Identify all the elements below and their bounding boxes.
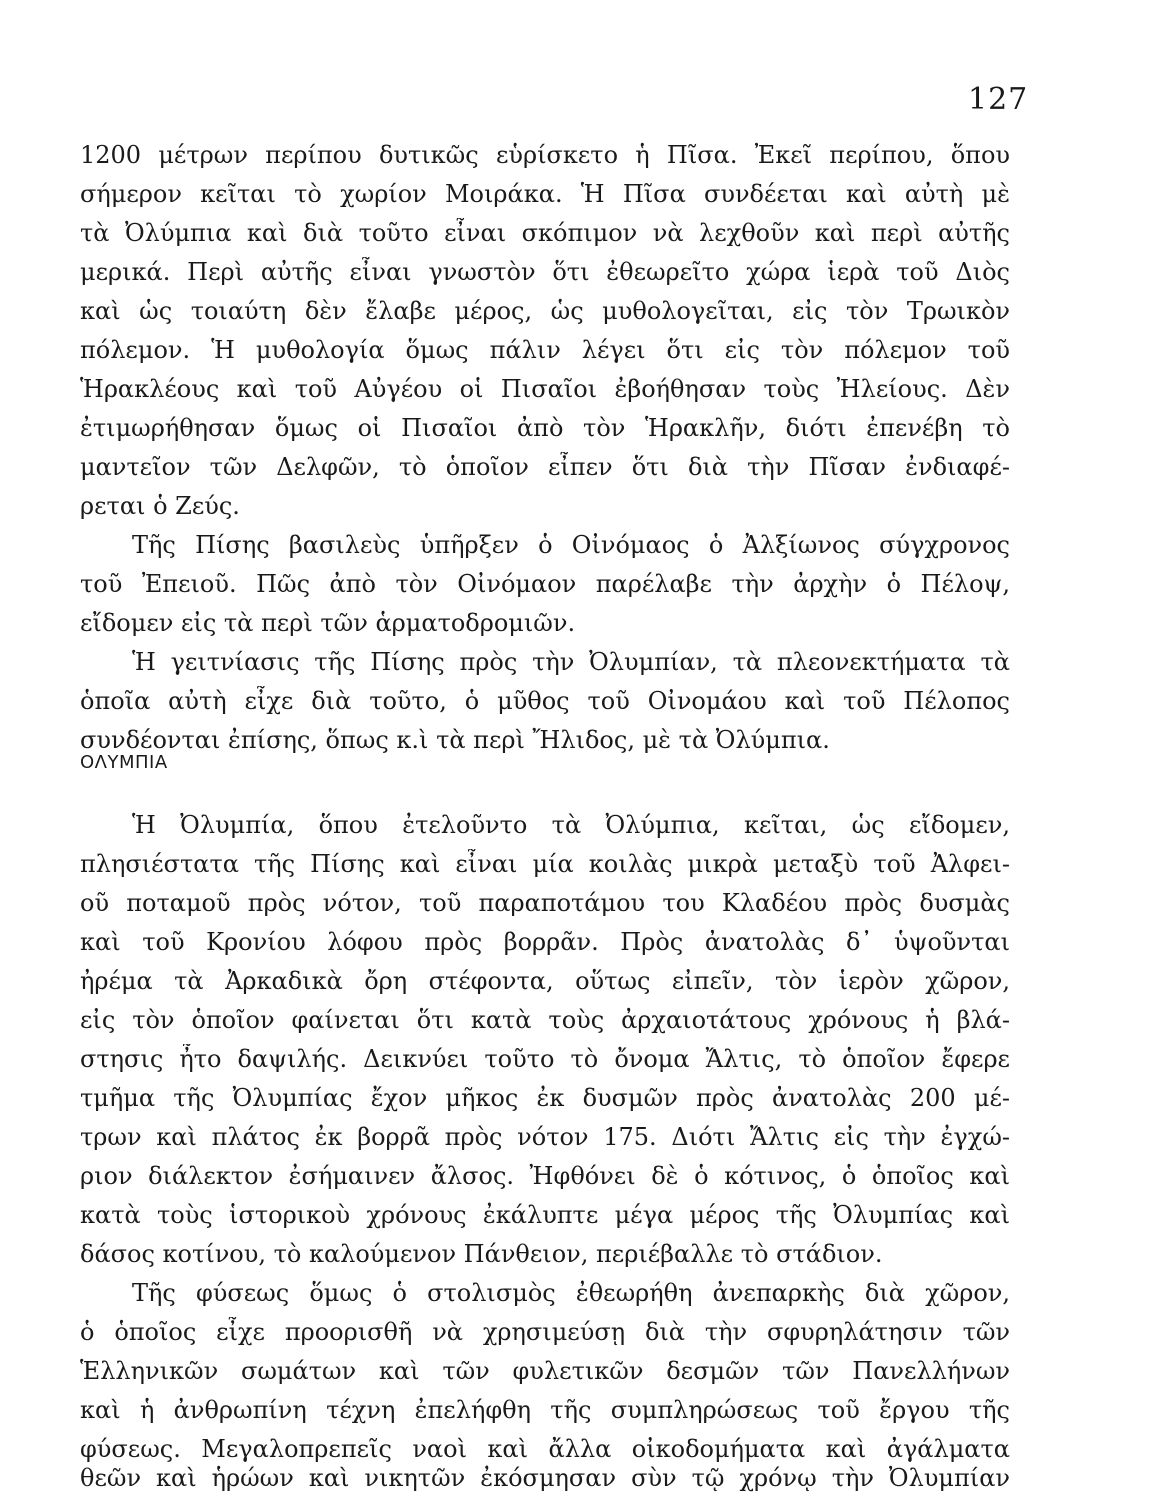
text-line: στησις ἦτο δαψιλής. Δεικνύει τοῦτο τὸ ὄνομα Ἄλτις, τὸ ὁποῖον ἔφερε xyxy=(80,1045,1010,1073)
text-line: ἐτιμωρήθησαν ὅμως οἱ Πισαῖοι ἀπὸ τὸν Ἡρακλῆν, διότι ἐπενέβη τὸ xyxy=(80,414,1010,442)
text-line: καὶ ἡ ἀνθρωπίνη τέχνη ἐπελήφθη τῆς συμπληρώσεως τοῦ ἔργου τῆς xyxy=(80,1396,1010,1424)
text-line: ἠρέμα τὰ Ἀρκαδικὰ ὄρη στέφοντα, οὕτως εἰπεῖν, τὸν ἱερὸν χῶρον, xyxy=(80,967,1010,995)
text-line: πόλεμον. Ἡ μυθολογία ὅμως πάλιν λέγει ὅτι εἰς τὸν πόλεμον τοῦ xyxy=(80,336,1010,364)
text-line: Ἑλληνικῶν σωμάτων καὶ τῶν φυλετικῶν δεσμῶν τῶν Πανελλήνων xyxy=(80,1357,1010,1385)
text-line: τοῦ Ἐπειοῦ. Πῶς ἀπὸ τὸν Οἰνόμαον παρέλαβε τὴν ἀρχὴν ὁ Πέλοψ, xyxy=(80,570,1010,598)
text-line: Ἡ Ὀλυμπία, ὅπου ἐτελοῦντο τὰ Ὀλύμπια, κεῖται, ὡς εἴδομεν, xyxy=(132,811,1010,839)
text-line: Ἡρακλέους καὶ τοῦ Αὐγέου οἱ Πισαῖοι ἐβοήθησαν τοὺς Ἠλείους. Δὲν xyxy=(80,375,1010,403)
text-line: σήμερον κεῖται τὸ χωρίον Μοιράκα. Ἡ Πῖσα συνδέεται καὶ αὐτὴ μὲ xyxy=(80,180,1010,208)
text-line: ρεται ὁ Ζεύς. xyxy=(80,492,240,520)
text-line: ριον διάλεκτον ἐσήμαινεν ἄλσος. Ἠφθόνει δὲ ὁ κότινος, ὁ ὁποῖος καὶ xyxy=(80,1162,1010,1190)
text-line: τμῆμα τῆς Ὀλυμπίας ἔχον μῆκος ἐκ δυσμῶν πρὸς ἀνατολὰς 200 μέ- xyxy=(80,1084,1010,1112)
page-number: 127 xyxy=(968,82,1029,117)
text-line: Ἡ γειτνίασις τῆς Πίσης πρὸς τὴν Ὀλυμπίαν, τὰ πλεονεκτήματα τὰ xyxy=(132,648,1010,676)
text-line: ὁ ὁποῖος εἶχε προορισθῆ νὰ χρησιμεύσῃ διὰ τὴν σφυρηλάτησιν τῶν xyxy=(80,1318,1010,1346)
text-line: συνδέονται ἐπίσης, ὅπως κ.ὶ τὰ περὶ Ἤλιδος, μὲ τὰ Ὀλύμπια. xyxy=(80,726,830,754)
text-line: θεῶν καὶ ἡρώων καὶ νικητῶν ἐκόσμησαν σὺν τῷ χρόνῳ τὴν Ὀλυμπίαν xyxy=(80,1464,1010,1492)
text-line: καὶ τοῦ Κρονίου λόφου πρὸς βορρᾶν. Πρὸς ἀνατολὰς δ᾽ ὑψοῦνται xyxy=(80,928,1010,956)
text-line: Τῆς Πίσης βασιλεὺς ὑπῆρξεν ὁ Οἰνόμαος ὁ Ἀλξίωνος σύγχρονος xyxy=(132,531,1010,559)
text-line: εἰς τὸν ὁποῖον φαίνεται ὅτι κατὰ τοὺς ἀρχαιοτάτους χρόνους ἡ βλά- xyxy=(80,1006,1010,1034)
text-line: 1200 μέτρων περίπου δυτικῶς εὑρίσκετο ἡ Πῖσα. Ἐκεῖ περίπου, ὅπου xyxy=(80,141,1010,169)
text-line: τρων καὶ πλάτος ἐκ βορρᾶ πρὸς νότον 175. Διότι Ἄλτις εἰς τὴν ἐγχώ- xyxy=(80,1123,1010,1151)
text-line: φύσεως. Μεγαλοπρεπεῖς ναοὶ καὶ ἄλλα οἰκοδομήματα καὶ ἀγάλματα xyxy=(80,1435,1010,1463)
text-line: δάσος κοτίνου, τὸ καλούμενον Πάνθειον, περιέβαλλε τὸ στάδιον. xyxy=(80,1240,883,1268)
text-line: μερικά. Περὶ αὐτῆς εἶναι γνωστὸν ὅτι ἐθεωρεῖτο χώρα ἱερὰ τοῦ Διὸς xyxy=(80,258,1010,286)
text-line: εἴδομεν εἰς τὰ περὶ τῶν ἁρματοδρομιῶν. xyxy=(80,609,576,637)
text-line: κατὰ τοὺς ἱστορικοὺ χρόνους ἐκάλυπτε μέγα μέρος τῆς Ὀλυμπίας καὶ xyxy=(80,1201,1010,1229)
text-line: ὁποῖα αὐτὴ εἶχε διὰ τοῦτο, ὁ μῦθος τοῦ Οἰνομάου καὶ τοῦ Πέλοπος xyxy=(80,687,1010,715)
text-line: οῦ ποταμοῦ πρὸς νότον, τοῦ παραποτάμου του Κλαδέου πρὸς δυσμὰς xyxy=(80,889,1010,917)
text-line: καὶ ὡς τοιαύτη δὲν ἔλαβε μέρος, ὡς μυθολογεῖται, εἰς τὸν Τρωικὸν xyxy=(80,297,1010,325)
text-line: Τῆς φύσεως ὅμως ὁ στολισμὸς ἐθεωρήθη ἀνεπαρκὴς διὰ χῶρον, xyxy=(132,1279,1010,1307)
text-line: πλησιέστατα τῆς Πίσης καὶ εἶναι μία κοιλὰς μικρὰ μεταξὺ τοῦ Ἀλφει- xyxy=(80,850,1010,878)
text-line: τὰ Ὀλύμπια καὶ διὰ τοῦτο εἶναι σκόπιμον νὰ λεχθοῦν καὶ περὶ αὐτῆς xyxy=(80,219,1010,247)
section-heading: ΟΛΥΜΠΙΑ xyxy=(80,752,168,773)
text-line: μαντεῖον τῶν Δελφῶν, τὸ ὁποῖον εἶπεν ὅτι διὰ τὴν Πῖσαν ἐνδιαφέ- xyxy=(80,453,1010,481)
